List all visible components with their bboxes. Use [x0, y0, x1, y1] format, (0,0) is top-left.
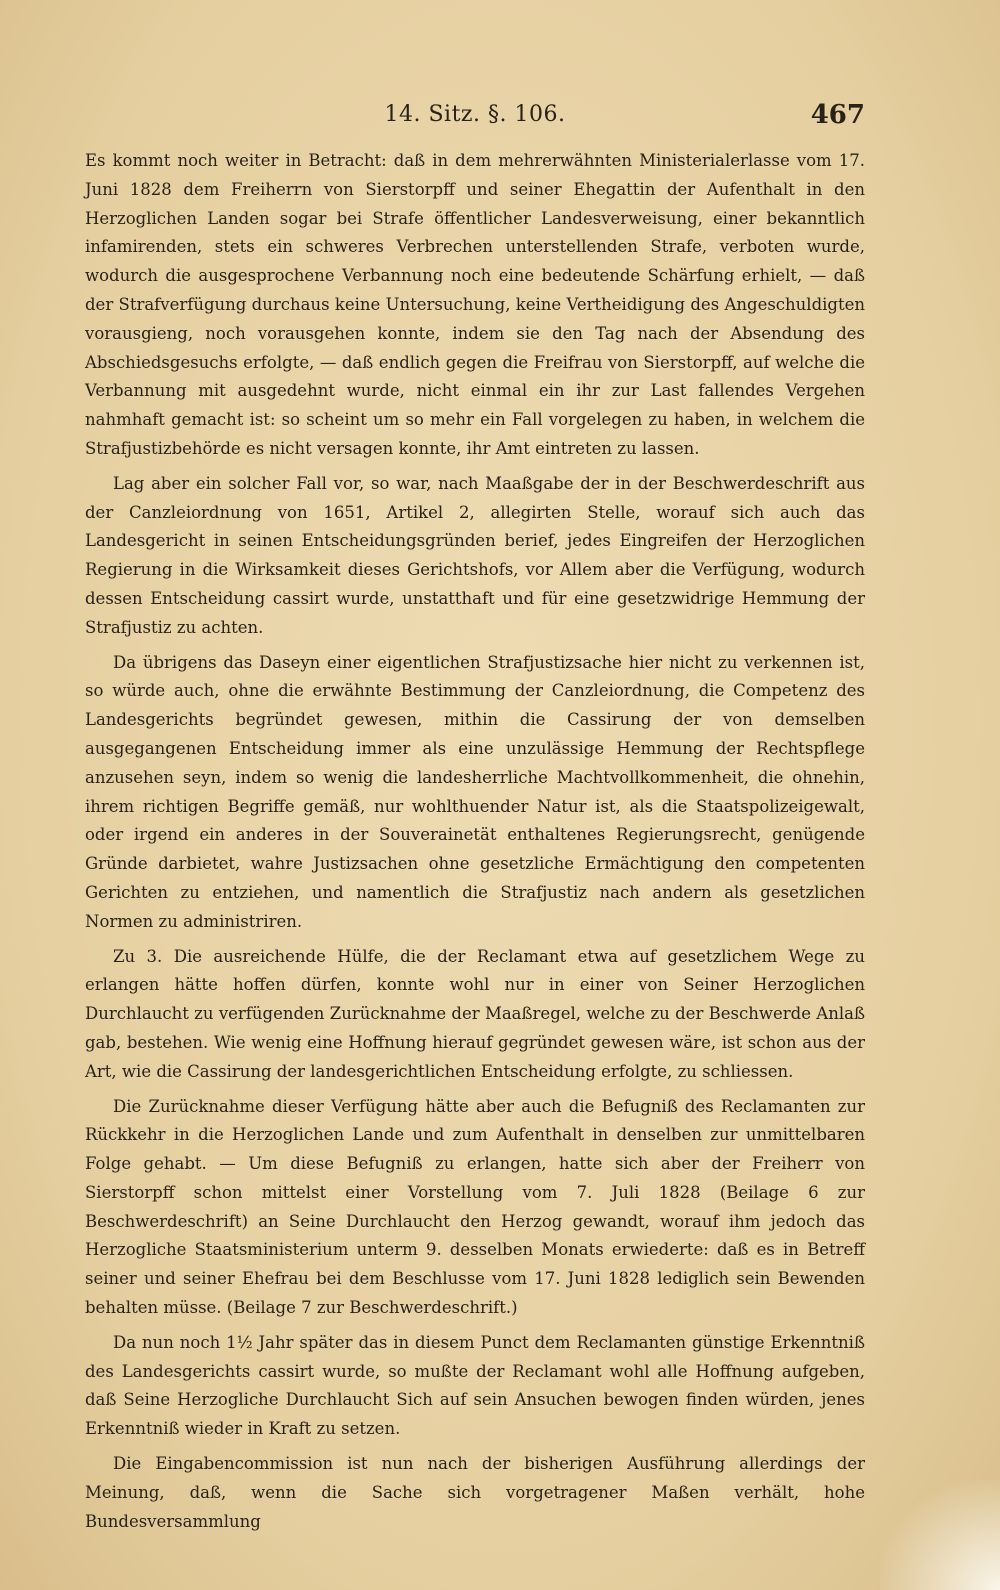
paragraph: Zu 3. Die ausreichende Hülfe, die der Reclamant etwa auf gesetzlichem Wege zu erlangen hätte hoffen dürfen, konnte wohl nur in einer von Seiner Herzoglichen Durchlaucht zu verfügenden Zurücknahme der Maaßregel, welche zu der Beschwerde Anlaß gab, bestehen. Wie wenig eine Hoffnung hierauf gegründet gewesen wäre, ist schon aus der Art, wie die Cassirung der landesgerichtlichen Entscheidung erfolgte, zu schliessen.	[85, 946, 865, 1081]
paragraph: Lag aber ein solcher Fall vor, so war, nach Maaßgabe der in der Beschwerdeschrift aus der Canzleiordnung von 1651, Artikel 2, allegirten Stelle, worauf sich auch das Landesgericht in seinen Entscheidungsgründen berief, jedes Eingreifen der Herzoglichen Regierung in die Wirksamkeit dieses Gerichtshofs, vor Allem aber die Verfügung, wodurch dessen Entscheidung cassirt wurde, unstatthaft und für eine gesetzwidrige Hemmung der Strafjustiz zu achten.	[85, 473, 865, 637]
paragraph: Da nun noch 1½ Jahr später das in diesem Punct dem Reclamanten günstige Erkenntniß des Landesgerichts cassirt wurde, so mußte der Reclamant wohl alle Hoffnung aufgeben, daß Seine Herzogliche Durchlaucht Sich auf sein Ansuchen bewogen finden würden, jenes Erkenntniß wieder in Kraft zu setzen.	[85, 1332, 865, 1439]
page-smudge	[880, 1480, 1000, 1590]
paragraph: Die Zurücknahme dieser Verfügung hätte aber auch die Befugniß des Reclamanten zur Rückkehr in die Herzoglichen Lande und zum Aufenthalt in denselben zur unmittelbaren Folge gehabt. — Um diese Befugniß zu erlangen, hatte sich aber der Freiherr von Sierstorpff schon mittelst einer Vorstellung vom 7. Juli 1828 (Beilage 6 zur Beschwerdeschrift) an Seine Durchlaucht den Herzog gewandt, worauf ihm jedoch das Herzogliche Staatsministerium unterm 9. desselben Monats erwiederte: daß es in Betreff seiner und seiner Ehefrau bei dem Beschlusse vom 17. Juni 1828 lediglich sein Bewenden behalten müsse. (Beilage 7 zur Beschwerdeschrift.)	[85, 1096, 865, 1318]
running-head: 14. Sitz. §. 106.	[384, 102, 566, 127]
paragraph: Da übrigens das Daseyn einer eigentlichen Strafjustizsache hier nicht zu verkennen ist, so würde auch, ohne die erwähnte Bestimmung der Canzleiordnung, die Competenz des Landesgerichts begründet gewesen, mithin die Cassirung der von demselben ausgegangenen Entscheidung immer als eine unzulässige Hemmung der Rechtspflege anzusehen seyn, indem so wenig die landesherrliche Machtvollkommenheit, die ohnehin, ihrem richtigen Begriffe gemäß, nur wohlthuender Natur ist, als die Staatspolizeigewalt, oder irgend ein anderes in der Souverainetät enthaltenes Regierungsrecht, genügende Gründe darbietet, wahre Justizsachen ohne gesetzliche Ermächtigung den competenten Gerichten zu entziehen, und namentlich die Strafjustiz nach andern als gesetzlichen Normen zu administriren.	[85, 652, 865, 931]
page-header	[85, 100, 865, 140]
paragraph: Die Eingabencommission ist nun nach der bisherigen Ausführung allerdings der Meinung, daß, wenn die Sache sich vorgetragener Maßen verhält, hohe Bundesversammlung	[85, 1454, 865, 1531]
paragraph: Es kommt noch weiter in Betracht: daß in dem mehrerwähnten Ministerialerlasse vom 17. Juni 1828 dem Freiherrn von Sierstorpff und seiner Ehegattin der Aufenthalt in den Herzoglichen Landen sogar bei Strafe öffentlicher Landesverweisung, einer bekanntlich infamirenden, stets ein schweres Verbrechen unterstellenden Strafe, verboten wurde, wodurch die ausgesprochene Verbannung noch eine bedeutende Schärfung erhielt, — daß der Strafverfügung durchaus keine Untersuchung, keine Vertheidigung des Angeschuldigten vorausgieng, noch vorausgehen konnte, indem sie den Tag nach der Absendung des Abschiedsgesuchs erfolgte, — daß endlich gegen die Freifrau von Sierstorpff, auf welche die Verbannung mit ausgedehnt wurde, nicht einmal ein ihr zur Last fallendes Vergehen nahmhaft gemacht ist: so scheint um so mehr ein Fall vorgelegen zu haben, in welchem die Strafjustizbehörde es nicht versagen konnte, ihr Amt eintreten zu lassen.	[85, 151, 865, 458]
body-text	[85, 147, 865, 1542]
page-number: 467	[810, 100, 865, 130]
